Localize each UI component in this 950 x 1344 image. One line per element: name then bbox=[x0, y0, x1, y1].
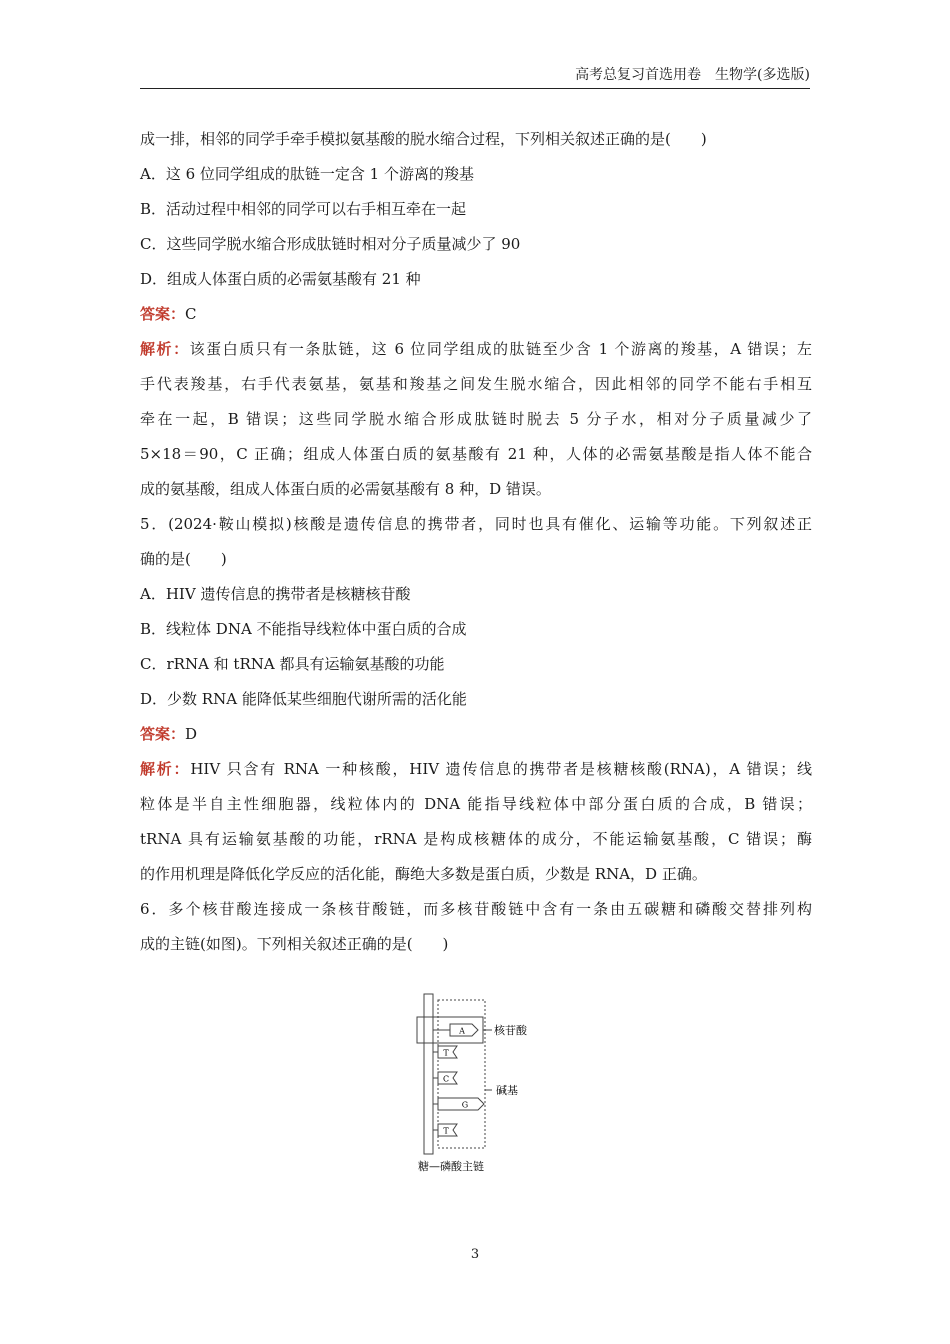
q4-answer bbox=[140, 297, 812, 332]
q5-analysis-line: tRNA 具有运输氨基酸的功能，rRNA 是构成核糖体的成分，不能运输氨基酸，C 错误；酶 bbox=[140, 830, 812, 848]
base-g-letter: G bbox=[461, 1100, 469, 1110]
base-c bbox=[433, 1072, 457, 1084]
base-g bbox=[433, 1098, 484, 1110]
q5-option-b: B．线粒体 DNA 不能指导线粒体中蛋白质的合成 bbox=[140, 620, 467, 638]
base-a bbox=[433, 1024, 478, 1036]
base-a-letter: A bbox=[459, 1026, 465, 1036]
q5-analysis-line: 的作用机理是降低化学反应的活化能，酶绝大多数是蛋白质，少数是 RNA，D 正确。 bbox=[140, 865, 707, 883]
base-t bbox=[433, 1046, 457, 1058]
page-number: 3 bbox=[470, 1247, 480, 1262]
q5-option-a: A．HIV 遗传信息的携带者是核糖核苷酸 bbox=[140, 585, 411, 603]
q5-analysis-line bbox=[140, 752, 812, 787]
page-content bbox=[140, 122, 812, 962]
base-t-letter: T bbox=[443, 1048, 449, 1058]
label-backbone: 糖—磷酸主链 bbox=[418, 1160, 484, 1173]
base-c-letter: C bbox=[442, 1074, 450, 1084]
analysis-text: 该蛋白质只有一条肽链，这 6 位同学组成的肽链至少含 1 个游离的羧基，A 错误；左 bbox=[189, 340, 812, 358]
q5-option-c: C．rRNA 和 tRNA 都具有运输氨基酸的功能 bbox=[140, 655, 445, 673]
q4-analysis-line: 成的氨基酸，组成人体蛋白质的必需氨基酸有 8 种，D 错误。 bbox=[140, 480, 551, 498]
answer-label: 答案： bbox=[140, 305, 186, 323]
q4-stem-continuation: 成一排，相邻的同学手牵手模拟氨基酸的脱水缩合过程，下列相关叙述正确的是( ) bbox=[140, 130, 707, 148]
page-header bbox=[140, 66, 810, 89]
label-base: 碱基 bbox=[496, 1084, 518, 1097]
nucleotide-chain-figure bbox=[410, 992, 540, 1176]
analysis-label: 解析： bbox=[140, 760, 191, 778]
q6-stem: 成的主链(如图)。下列相关叙述正确的是( ) bbox=[140, 935, 449, 953]
answer-label: 答案： bbox=[140, 725, 186, 743]
q4-option-b: B．活动过程中相邻的同学可以右手相互牵在一起 bbox=[140, 200, 467, 218]
answer-value: D bbox=[185, 725, 198, 743]
q6-stem: 6．多个核苷酸连接成一条核苷酸链，而多核苷酸链中含有一条由五碳糖和磷酸交替排列构 bbox=[140, 900, 812, 918]
q4-analysis-line bbox=[140, 332, 812, 367]
base-t-letter: T bbox=[443, 1126, 449, 1136]
label-nucleotide: 核苷酸 bbox=[494, 1024, 527, 1037]
q5-stem: 确的是( ) bbox=[140, 550, 227, 568]
q5-stem: 5．(2024·鞍山模拟)核酸是遗传信息的携带者，同时也具有催化、运输等功能。下列叙述正 bbox=[140, 515, 812, 533]
q5-option-d: D．少数 RNA 能降低某些细胞代谢所需的活化能 bbox=[140, 690, 467, 708]
backbone-strip bbox=[424, 994, 433, 1154]
q4-option-d: D．组成人体蛋白质的必需氨基酸有 21 种 bbox=[140, 270, 421, 288]
header-title: 高考总复习首选用卷 生物学(多选版) bbox=[575, 67, 810, 83]
q4-analysis-line: 5×18＝90，C 正确；组成人体蛋白质的氨基酸有 21 种，人体的必需氨基酸是指人体不能合 bbox=[140, 445, 812, 463]
base-t bbox=[433, 1124, 457, 1136]
q4-option-a: A．这 6 位同学组成的肽链一定含 1 个游离的羧基 bbox=[140, 165, 474, 183]
analysis-label: 解析： bbox=[140, 340, 190, 358]
q4-analysis-line: 牵在一起，B 错误；这些同学脱水缩合形成肽链时脱去 5 分子水，相对分子质量减少了 bbox=[140, 410, 812, 428]
q4-option-c: C．这些同学脱水缩合形成肽链时相对分子质量减少了 90 bbox=[140, 235, 521, 253]
q5-answer bbox=[140, 717, 812, 752]
analysis-text: HIV 只含有 RNA 一种核酸，HIV 遗传信息的携带者是核糖核酸(RNA)，A 错误；线 bbox=[190, 760, 812, 778]
q5-analysis-line: 粒体是半自主性细胞器，线粒体内的 DNA 能指导线粒体中部分蛋白质的合成，B 错误； bbox=[140, 795, 812, 813]
q4-analysis-line: 手代表羧基，右手代表氨基，氨基和羧基之间发生脱水缩合，因此相邻的同学不能右手相互 bbox=[140, 375, 812, 393]
answer-value: C bbox=[185, 305, 197, 323]
